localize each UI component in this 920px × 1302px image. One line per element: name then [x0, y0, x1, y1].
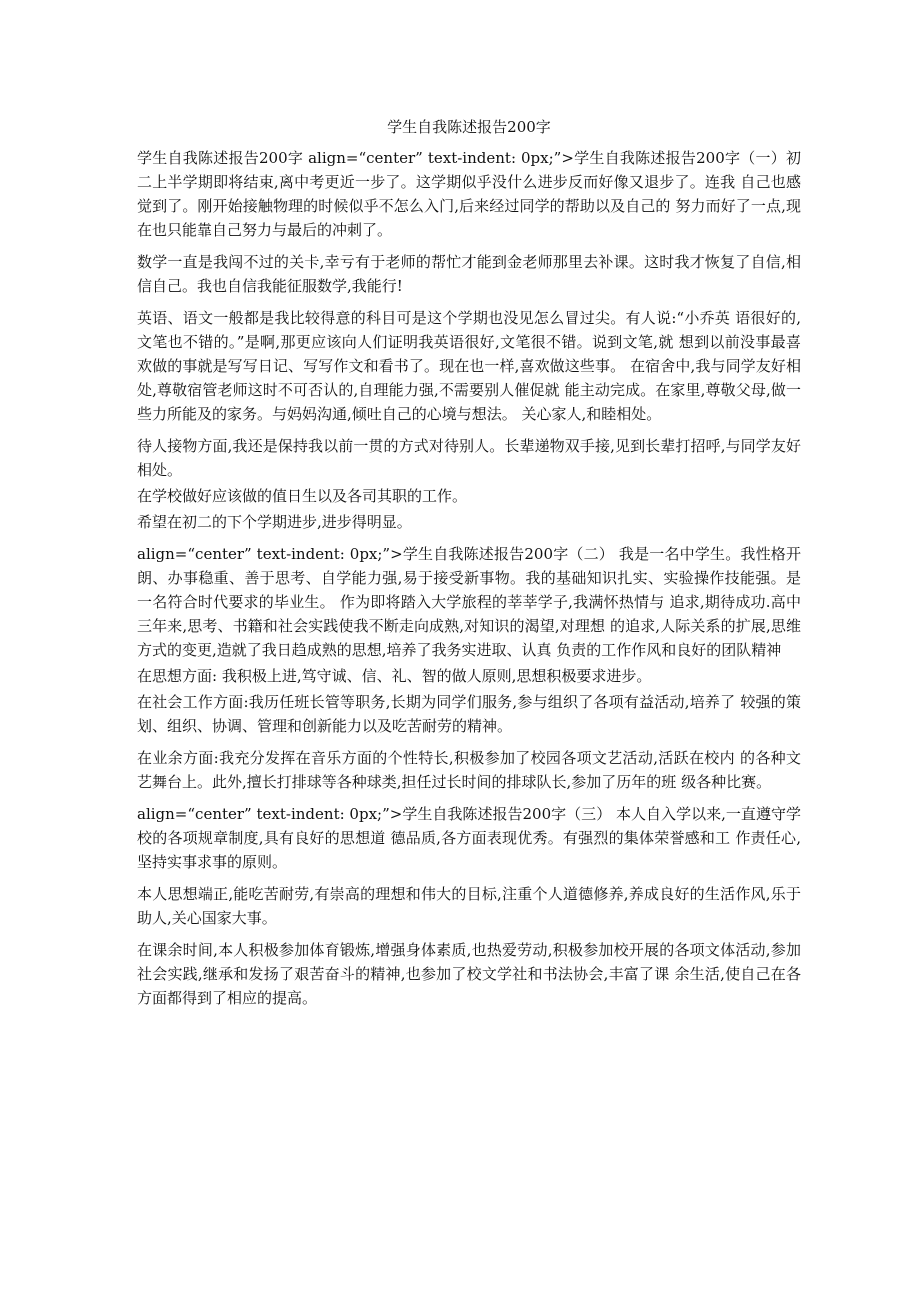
paragraph-social-work: 在社会工作方面:我历任班长管等职务,长期为同学们服务,参与组织了各项有益活动,培养了 较强的策划、组织、协调、管理和创新能力以及吃苦耐劳的精神。: [137, 693, 801, 735]
paragraph-character: 本人思想端正,能吃苦耐劳,有崇高的理想和伟大的目标,注重个人道德修养,养成良好的生活作风,乐于助人,关心国家大事。: [137, 885, 801, 927]
paragraph-intro-2: align=“center” text-indent: 0px;”>学生自我陈述报告200字（二） 我是一名中学生。我性格开朗、办事稳重、善于思考、自学能力强,易于接受新事物。我的基础知识扎实、实验操作技能强。是一名符合时代要求的毕业生。 作为即将踏入大学旅程的莘莘学子,我满怀热情与 追求,期待成功.高中三年来,思考、书籍和社会实践使我不断走向成熟,对知识的渴望,对理想 的追求,人际关系的扩展,思维方式的变更,造就了我日趋成熟的思想,培养了我务实进取、认真 负责的工作作风和良好的团队精神: [137, 545, 801, 659]
paragraph-hobby: 在业余方面:我充分发挥在音乐方面的个性特长,积极参加了校园各项文艺活动,活跃在校内 的各种文艺舞台上。此外,擅长打排球等各种球类,担任过长时间的排球队长,参加了历年的班 级各种比赛。: [137, 749, 801, 791]
paragraph-spare-time: 在课余时间,本人积极参加体育锻炼,增强身体素质,也热爱劳动,积极参加校开展的各项文体活动,参加社会实践,继承和发扬了艰苦奋斗的精神,也参加了校文学社和书法协会,丰富了课 余生活,使自己在各方面都得到了相应的提高。: [137, 941, 801, 1007]
paragraph-manners: 待人接物方面,我还是保持我以前一贯的方式对待别人。长辈递物双手接,见到长辈打招呼,与同学友好相处。: [137, 437, 801, 479]
paragraph-intro-3: align=“center” text-indent: 0px;”>学生自我陈述报告200字（三） 本人自入学以来,一直遵守学校的各项规章制度,具有良好的思想道 德品质,各方面表现优秀。有强烈的集体荣誉感和工 作责任心,坚持实事求事的原则。: [137, 805, 801, 871]
paragraph-math: 数学一直是我闯不过的关卡,幸亏有于老师的帮忙才能到金老师那里去补课。这时我才恢复了自信,相信自己。我也自信我能征服数学,我能行!: [137, 253, 801, 295]
paragraph-thought: 在思想方面: 我积极上进,笃守诚、信、礼、智的做人原则,思想积极要求进步。: [137, 667, 652, 685]
document-title: 学生自我陈述报告200字: [387, 118, 551, 136]
paragraph-english-chinese: 英语、语文一般都是我比较得意的科目可是这个学期也没见怎么冒过尖。有人说:“小乔英 语很好的,文笔也不错的。”是啊,那更应该向人们证明我英语很好,文笔很不错。说到文笔,就 想到以前没事最喜欢做的事就是写写日记、写写作文和看书了。现在也一样,喜欢做这些事。 在宿舍中,我与同学友好相处,尊敬宿管老师这时不可否认的,自理能力强,不需要别人催促就 能主动完成。在家里,尊敬父母,做一些力所能及的家务。与妈妈沟通,倾吐自己的心境与想法。 关心家人,和睦相处。: [137, 309, 801, 423]
paragraph-hope: 希望在初二的下个学期进步,进步得明显。: [137, 513, 412, 531]
paragraph-intro-1: 学生自我陈述报告200字 align=“center” text-indent: 0px;”>学生自我陈述报告200字（一）初二上半学期即将结束,离中考更近一步了。这学期似乎没什么进步反而好像又退步了。连我 自己也感觉到了。刚开始接触物理的时候似乎不怎么入门,后来经过同学的帮助以及自己的 努力而好了一点,现在也只能靠自己努力与最后的冲刺了。: [137, 149, 801, 239]
document-page: [137, 114, 801, 1018]
paragraph-school-duty: 在学校做好应该做的值日生以及各司其职的工作。: [137, 487, 468, 505]
